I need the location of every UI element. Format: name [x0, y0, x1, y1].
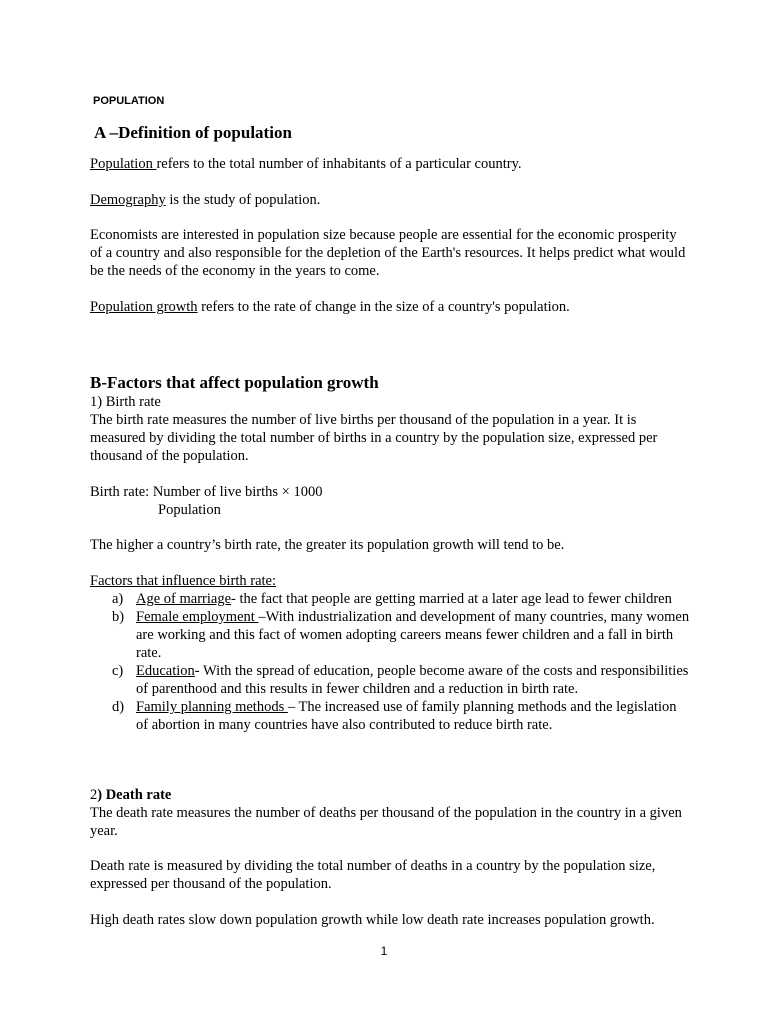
factor-text: - the fact that people are getting married at a later age lead to fewer children [231, 591, 672, 607]
factor-term: Age of marriage [136, 591, 232, 607]
death-rate-paragraph-2: Death rate is measured by dividing the total number of deaths in a country by the population size, expressed per thousand of the population. [90, 858, 656, 892]
economists-paragraph: Economists are interested in population size because people are essential for the economic prosperity of a country and also responsible for the depletion of the Earth's resources. It helps predict what would be the needs of the economy in the years to come. [90, 227, 686, 279]
definition-population-growth-text: refers to the rate of change in the size of a country's population. [197, 299, 570, 315]
factor-text: – The increased use of family planning methods and the legislation of abortion in many countries have also contributed to reduce birth rate. [136, 699, 677, 733]
list-item [90, 662, 690, 698]
list-marker: c) [112, 663, 124, 679]
birth-rate-higher: The higher a country’s birth rate, the greater its population growth will tend to be. [90, 537, 565, 553]
definition-population-growth [90, 298, 690, 316]
factors-list [90, 590, 690, 734]
death-rate-paragraph-1: The death rate measures the number of deaths per thousand of the population in the country in a given year. [90, 805, 682, 839]
birth-rate-formula [90, 483, 690, 519]
term-demography: Demography [90, 192, 166, 208]
section-a-heading: A –Definition of population [94, 123, 292, 142]
list-item [90, 698, 690, 734]
death-rate-title: ) Death rate [97, 787, 172, 803]
list-item [90, 608, 690, 662]
formula-numerator: Birth rate: Number of live births × 1000 [90, 484, 323, 500]
term-population: Population [90, 156, 157, 172]
formula-denominator: Population [158, 502, 221, 518]
definition-demography [90, 191, 690, 209]
definition-population [90, 155, 690, 173]
factor-term: Education [136, 663, 195, 679]
definition-demography-text: is the study of population. [165, 192, 321, 208]
list-marker: b) [112, 609, 125, 625]
factor-term: Family planning methods [136, 699, 288, 715]
death-rate-heading [90, 786, 690, 804]
page-number: 1 [380, 944, 388, 958]
death-rate-number: 2 [90, 787, 98, 803]
list-item [90, 590, 690, 608]
birth-rate-paragraph: The birth rate measures the number of live births per thousand of the population in a year. It is measured by dividing the total number of births in a country by the population size, expressed per thousand of the population. [90, 412, 658, 464]
list-marker: a) [112, 591, 124, 607]
definition-population-text: refers to the total number of inhabitants of a particular country. [156, 156, 522, 172]
list-marker: d) [112, 699, 125, 715]
term-population-growth: Population growth [90, 299, 198, 315]
factor-text: –With industrialization and development of many countries, many women are working and this fact of women adopting careers means fewer children and a fall in birth rate. [136, 609, 690, 661]
factors-heading: Factors that influence birth rate: [90, 573, 277, 589]
document-small-title: POPULATION [93, 95, 165, 107]
birth-rate-heading: 1) Birth rate [90, 394, 161, 410]
factor-term: Female employment [136, 609, 259, 625]
death-rate-paragraph-3: High death rates slow down population growth while low death rate increases population growth. [90, 912, 655, 928]
section-b-heading: B-Factors that affect population growth [90, 373, 379, 392]
factor-text: - With the spread of education, people become aware of the costs and responsibilities of parenthood and this results in fewer children and a reduction in birth rate. [136, 663, 689, 697]
